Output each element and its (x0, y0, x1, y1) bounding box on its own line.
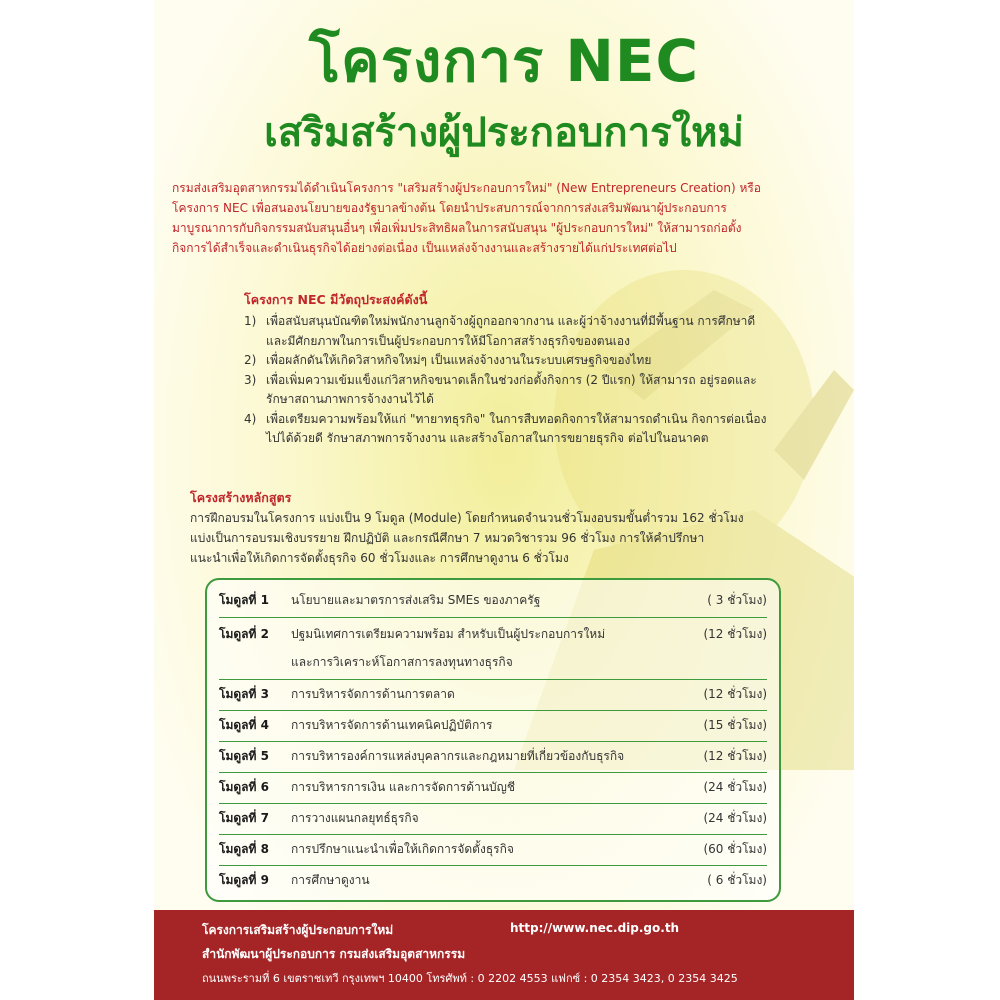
module-row (219, 804, 767, 832)
curriculum-line: แนะนำเพื่อให้เกิดการจัดตั้งธุรกิจ 60 ชั่วโมงและ การศึกษาดูงาน 6 ชั่วโมง (190, 551, 569, 565)
module-row (219, 586, 767, 614)
module-hours: (60 ชั่วโมง) (703, 842, 767, 856)
module-name (291, 620, 693, 676)
module-hours: (12 ชั่วโมง) (703, 627, 767, 641)
module-row (219, 620, 767, 676)
objective-text: เพื่อเตรียมความพร้อมให้แก่ "ทายาทธุรกิจ" ในการสืบทอดกิจการให้สามารถดำเนิน กิจการต่อเนื่องไปได้ด้วยดี รักษาสภาพการจ้างงาน และสร้างโอกาสในการขยายธุรกิจ ต่อไปในอนาคต (266, 411, 767, 445)
objective-number: 4) (244, 411, 257, 426)
module-name: การบริหารจัดการด้านการตลาด (291, 687, 455, 701)
module-id: โมดูลที่ 2 (219, 627, 269, 641)
module-name: การวางแผนกลยุทธ์ธุรกิจ (291, 811, 419, 825)
module-row (219, 680, 767, 708)
module-id: โมดูลที่ 4 (219, 718, 269, 732)
footer-website-link[interactable]: http://www.nec.dip.go.th (510, 921, 680, 935)
curriculum-paragraph (190, 508, 800, 568)
module-row (219, 835, 767, 863)
module-row (219, 866, 767, 894)
objective-number: 1) (244, 314, 257, 328)
objectives-list (244, 312, 774, 449)
module-name: การศึกษาดูงาน (291, 873, 370, 887)
module-hours: (12 ชั่วโมง) (703, 749, 767, 763)
module-hours: (12 ชั่วโมง) (703, 687, 767, 701)
module-name: การบริหารการเงิน และการจัดการด้านบัญชี (291, 780, 516, 794)
row-divider (219, 617, 767, 618)
module-name-line: ปฐมนิเทศการเตรียมความพร้อม สำหรับเป็นผู้ประกอบการใหม่ (291, 627, 606, 641)
objective-text: เพื่อสนับสนุนบัณฑิตใหม่พนักงานลูกจ้างผู้ถูกออกจากงาน และผู้ว่าจ้างงานที่มีพื้นฐาน การศึกษาดี และมีศักยภาพในการเป็นผู้ประกอบการให้มีโอกาสสร้างธุรกิจของตนเอง (266, 314, 756, 348)
objective-text: เพื่อเพิ่มความเข้มแข็งแก่วิสาหกิจขนาดเล็กในช่วงก่อตั้งกิจการ (2 ปีแรก) ให้สามารถ อยู่รอดและรักษาสถานภาพการจ้างงานไว้ได้ (266, 372, 757, 406)
module-id: โมดูลที่ 9 (219, 873, 269, 887)
module-id: โมดูลที่ 6 (219, 780, 269, 794)
module-name: นโยบายและมาตรการส่งเสริม SMEs ของภาครัฐ (291, 593, 541, 607)
module-name-line: และการวิเคราะห์โอกาสการลงทุนทางธุรกิจ (291, 655, 513, 669)
module-hours: (24 ชั่วโมง) (703, 780, 767, 794)
footer-org-name: โครงการเสริมสร้างผู้ประกอบการใหม่ (202, 923, 394, 937)
intro-line: มาบูรณาการกับกิจกรรมสนับสนุนอื่นๆ เพื่อเพิ่มประสิทธิผลในการสนับสนุน "ผู้ประกอบการใหม่" ให้สามารถก่อตั้ง (172, 221, 742, 235)
module-id: โมดูลที่ 8 (219, 842, 269, 856)
module-id: โมดูลที่ 1 (219, 593, 269, 607)
module-table (205, 578, 781, 902)
footer-address: ถนนพระรามที่ 6 เขตราชเทวี กรุงเทพฯ 10400 โทรศัพท์ : 0 2202 4553 แฟกซ์ : 0 2354 3423, 0 2354 3425 (202, 972, 738, 985)
module-id: โมดูลที่ 5 (219, 749, 269, 763)
curriculum-heading: โครงสร้างหลักสูตร (190, 490, 292, 505)
poster (154, 0, 854, 1000)
intro-paragraph (172, 178, 832, 258)
objective-item (244, 312, 774, 351)
objective-number: 2) (244, 353, 257, 367)
module-hours: ( 6 ชั่วโมง) (707, 873, 767, 887)
module-name: การบริหารองค์การแหล่งบุคลากรและกฎหมายที่เกี่ยวข้องกับธุรกิจ (291, 749, 625, 763)
footer-department: สำนักพัฒนาผู้ประกอบการ กรมส่งเสริมอุตสาหกรรม (202, 947, 466, 961)
module-hours: ( 3 ชั่วโมง) (707, 593, 767, 607)
intro-line: กิจการได้สำเร็จและดำเนินธุรกิจได้อย่างต่อเนื่อง เป็นแหล่งจ้างงานและสร้างรายได้แก่ประเทศต่อไป (172, 241, 677, 255)
objectives-heading: โครงการ NEC มีวัตถุประสงค์ดังนี้ (244, 292, 428, 307)
page-title: โครงการ NEC (308, 27, 700, 95)
footer (154, 910, 854, 1000)
module-row (219, 773, 767, 801)
module-hours: (24 ชั่วโมง) (703, 811, 767, 825)
module-row (219, 711, 767, 739)
module-hours: (15 ชั่วโมง) (703, 718, 767, 732)
module-name: การบริหารจัดการด้านเทคนิคปฏิบัติการ (291, 718, 493, 732)
curriculum-line: แบ่งเป็นการอบรมเชิงบรรยาย ฝึกปฏิบัติ และกรณีศึกษา 7 หมวดวิชารวม 96 ชั่วโมง การให้คำปรึกษา (190, 531, 705, 545)
objective-number: 3) (244, 372, 257, 387)
intro-line: โครงการ NEC เพื่อสนองนโยบายของรัฐบาลข้างต้น โดยนำประสบการณ์จากการส่งเสริมพัฒนาผู้ประกอบการ (172, 201, 727, 215)
objective-item (244, 351, 774, 371)
module-id: โมดูลที่ 3 (219, 687, 269, 701)
page-subtitle: เสริมสร้างผู้ประกอบการใหม่ (264, 110, 744, 156)
intro-line: กรมส่งเสริมอุตสาหกรรมได้ดำเนินโครงการ "เสริมสร้างผู้ประกอบการใหม่" (New Entrepreneurs Creation) หรือ (172, 181, 762, 195)
module-name: การปรึกษาแนะนำเพื่อให้เกิดการจัดตั้งธุรกิจ (291, 842, 514, 856)
curriculum-line: การฝึกอบรมในโครงการ แบ่งเป็น 9 โมดูล (Module) โดยกำหนดจำนวนชั่วโมงอบรมขั้นต่ำรวม 162 ชั่วโมง (190, 511, 744, 525)
module-row (219, 742, 767, 770)
objective-item (244, 371, 774, 410)
module-id: โมดูลที่ 7 (219, 811, 269, 825)
objective-text: เพื่อผลักดันให้เกิดวิสาหกิจใหม่ๆ เป็นแหล่งจ้างงานในระบบเศรษฐกิจของไทย (266, 353, 652, 367)
objective-item (244, 410, 774, 449)
